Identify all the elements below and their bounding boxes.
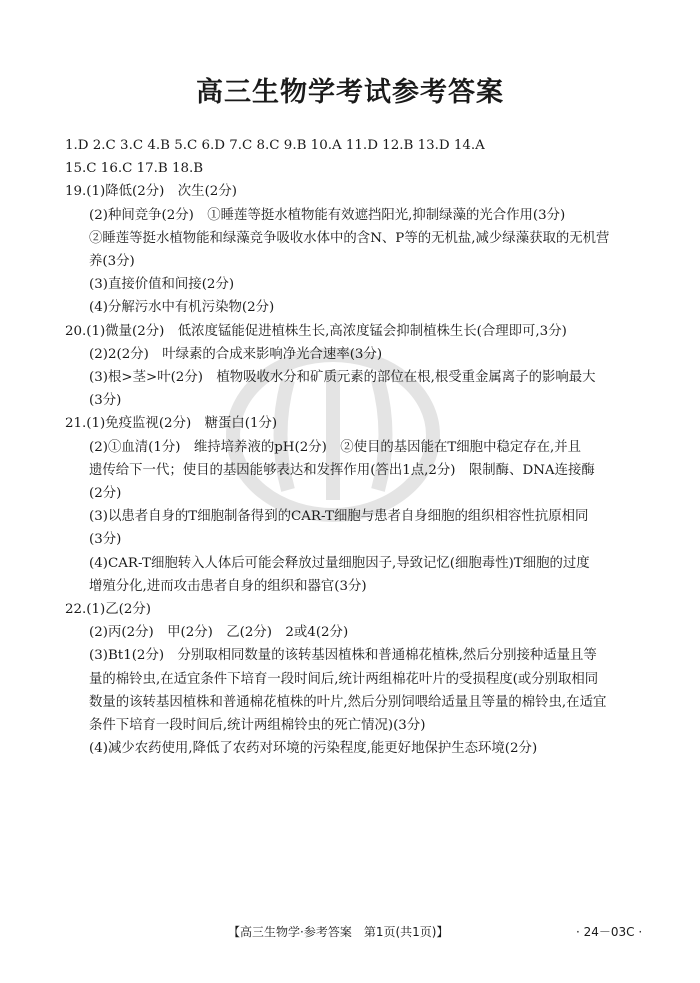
q22-line-4: 量的棉铃虫,在适宜条件下培育一段时间后,统计两组棉花叶片的受损程度(或分别取相同 [89,671,599,687]
q21-line-5: (3)以患者自身的T细胞制备得到的CAR-T细胞与患者自身细胞的组织相容性抗原相同 [89,509,589,525]
q20-line-1: 20.(1)微量(2分) 低浓度锰能促进植株生长,高浓度锰会抑制植株生长(合理即可,3分) [65,323,567,339]
q22-line-6: 条件下培育一段时间后,统计两组棉铃虫的死亡情况)(3分) [89,718,426,734]
q19-line-2: (2)种间竞争(2分) ①睡莲等挺水植物能有效遮挡阳光,抑制绿藻的光合作用(3分) [89,207,566,223]
q21-line-7: (4)CAR-T细胞转入人体后可能会释放过量细胞因子,导致记忆(细胞毒性)T细胞的过度 [89,555,590,571]
q19-line-4: 养(3分) [89,254,135,270]
q19-line-6: (4)分解污水中有机污染物(2分) [89,300,275,316]
answer-content [65,134,641,760]
q22-line-1: 22.(1)乙(2分) [65,602,152,618]
mc-answers-line-2: 15.C 16.C 17.B 18.B [65,161,204,177]
mc-answers-line-1: 1.D 2.C 3.C 4.B 5.C 6.D 7.C 8.C 9.B 10.A 11.D 12.B 13.D 14.A [65,138,485,153]
q20-line-4: (3分) [89,393,122,409]
q21-line-1: 21.(1)免疫监视(2分) 糖蛋白(1分) [65,416,278,432]
q22-line-2: (2)丙(2分) 甲(2分) 乙(2分) 2或4(2分) [89,625,349,641]
q19-line-3: ②睡莲等挺水植物能和绿藻竞争吸收水体中的含N、P等的无机盐,减少绿藻获取的无机营 [89,230,610,246]
q21-line-2: (2)①血清(1分) 维持培养液的pH(2分) ②使目的基因能在T细胞中稳定存在,并且 [89,439,582,455]
exam-code: · 24－03C · [576,925,643,939]
q21-line-3: 遗传给下一代；使目的基因能够表达和发挥作用(答出1点,2分) 限制酶、DNA连接酶 [89,462,595,478]
q20-line-3: (3)根>茎>叶(2分) 植物吸收水分和矿质元素的部位在根,根受重金属离子的影响最大 [89,370,596,386]
q22-line-7: (4)减少农药使用,降低了农药对环境的污染程度,能更好地保护生态环境(2分) [89,741,538,757]
q22-line-3: (3)Bt1(2分) 分别取相同数量的该转基因植株和普通棉花植株,然后分别接种适量且等 [89,648,597,664]
page-footer: 【高三生物学·参考答案 第1页(共1页)】 [228,925,449,939]
q19-line-5: (3)直接价值和间接(2分) [89,277,235,293]
q21-line-8: 增殖分化,进而攻击患者自身的组织和器官(3分) [89,578,367,594]
q21-line-6: (3分) [89,532,122,548]
q22-line-5: 数量的该转基因植株和普通棉花植株的叶片,然后分别饲喂给适量且等量的棉铃虫,在适宜 [89,694,607,710]
page-title: 高三生物学考试参考答案 [196,77,504,108]
q20-line-2: (2)2(2分) 叶绿素的合成来影响净光合速率(3分) [89,346,383,362]
q21-line-4: (2分) [89,486,122,502]
q19-line-1: 19.(1)降低(2分) 次生(2分) [65,184,237,200]
